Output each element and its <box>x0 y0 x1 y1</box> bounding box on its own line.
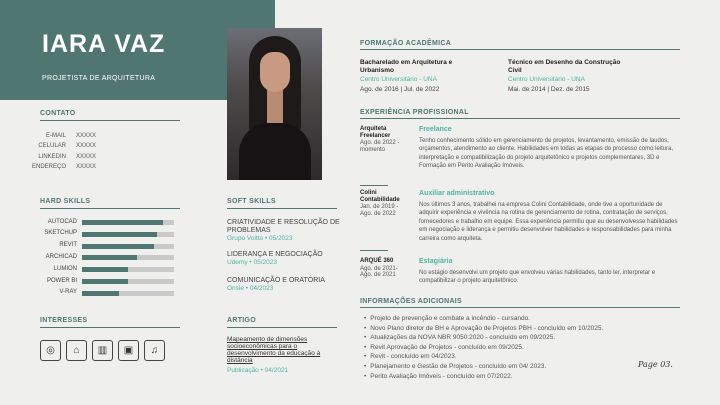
experience-detail-1: Freelance Tenho conhecimento sólido em gerenciamento de projetos, levantamento, emissão de laudos, orçamentos, atendimento ao cliente. Habilidades em todas as etapas do processo como leitura, interpretação e compatibilização do projeto arquitetônico e projetos complementares, 3D e Formação em Perito Avaliação Imóveis. <box>419 126 674 169</box>
interests-title: INTERESSES <box>40 317 88 324</box>
article-title: ARTIGO <box>227 317 257 324</box>
list-item: • Revit Aprovação de Projetos - concluído em 09/2025. <box>364 343 603 353</box>
profile-photo <box>227 28 322 180</box>
hard-skill-label: ARCHICAD <box>45 253 77 260</box>
list-item: • Revit - concluído em 04/2023. <box>364 352 603 362</box>
page-number: Page 03. <box>638 360 673 369</box>
hard-skill-bar-fill <box>82 232 157 237</box>
hard-skills-rule <box>40 208 180 209</box>
cinema-icon: ▣ <box>118 340 139 361</box>
hard-skill-bar-fill <box>82 279 128 284</box>
soft-skill-leadership: LIDERANÇA E NEGOCIAÇÃO Udemy • 05/2023 <box>227 251 323 266</box>
experience-divider-1 <box>360 185 388 186</box>
education-item-technical: Técnico em Desenho da Construção Civil Centro Universitário - UNA Mai. de 2014 | Dez. de 2015 <box>508 59 621 93</box>
list-item: • Perito Avaliação Imóveis - concluído em 07/2022. <box>364 372 603 382</box>
soft-skills-rule <box>227 208 337 209</box>
experience-rule <box>360 118 680 119</box>
list-item: • Planejamento e Gestão de Projetos - concluído em 04/ 2023. <box>364 362 603 372</box>
article-meta: Publicação • 04/2021 <box>227 367 289 374</box>
education-item-bachelor: Bacharelado em Arquitetura e Urbanismo Centro Universitário - UNA Ago. de 2016 | Jul. de 2022 <box>360 59 453 93</box>
hard-skill-label: AUTOCAD <box>47 218 77 225</box>
experience-title: EXPERIÊNCIA PROFISSIONAL <box>360 109 469 116</box>
education-title: FORMAÇÃO ACADÊMICA <box>360 40 452 47</box>
hard-skill-bar <box>82 267 174 272</box>
hard-skill-bar-fill <box>82 244 154 249</box>
experience-detail-2: Auxiliar administrativo Nos últimos 3 anos, trabalhei na empresa Colini Contabilidade, onde tive a oportunidade de adquirir experiência e vivência na rotina de gerenciamento de rotina, contratação de serviços, fornecedores e trabalho em equipe. Essa experiência permitiu que eu desenvolvesse habilidades em negociação e liderança e permitiu desenvolver habilidades e responsabilidades para minha carreira como arquiteta. <box>419 190 678 242</box>
contact-address: ENDEREÇO XXXXX <box>31 164 97 170</box>
experience-company-1: Arquiteta Freelancer Ago. de 2022 - momento <box>360 126 400 153</box>
hard-skill-label: POWER BI <box>46 277 77 284</box>
hard-skill-label: REVIT <box>59 242 77 249</box>
hard-skill-bar <box>82 255 174 260</box>
hard-skills-title: HARD SKILLS <box>40 198 91 205</box>
list-item: • Projeto de prevenção e combate a incêndio - cursando. <box>364 314 603 324</box>
book-icon: ▥ <box>92 340 113 361</box>
hard-skill-bar <box>82 220 174 225</box>
experience-divider-2 <box>360 250 388 251</box>
additional-list <box>364 314 603 381</box>
hard-skill-bar-fill <box>82 220 163 225</box>
candidate-name: IARA VAZ <box>42 30 166 58</box>
candidate-role: PROJETISTA DE ARQUITETURA <box>42 75 156 82</box>
contact-rule <box>40 120 180 121</box>
hard-skill-label: LUMION <box>53 265 77 272</box>
hard-skill-bar <box>82 244 174 249</box>
additional-title: INFORMAÇÕES ADICIONAIS <box>360 298 463 305</box>
article-rule <box>227 327 337 328</box>
camera-icon: ◎ <box>40 340 61 361</box>
hard-skill-bar-fill <box>82 291 119 296</box>
experience-company-3: ARQUÉ 360 Ago. de 2021- Ago. de 2021 <box>360 258 398 278</box>
hard-skill-bar-fill <box>82 255 137 260</box>
interest-icons <box>40 340 165 361</box>
hard-skill-bar-fill <box>82 267 128 272</box>
soft-skill-communication: COMUNICAÇÃO E ORATÓRIA Onsie • 04/2023 <box>227 277 325 292</box>
architecture-icon: ⌂ <box>66 340 87 361</box>
hard-skill-label: SKETCHUP <box>44 230 77 237</box>
additional-rule <box>360 307 680 308</box>
hard-skill-bar <box>82 279 174 284</box>
education-rule <box>360 49 680 50</box>
list-item: • Novo Plano diretor de BH e Aprovação de Projetos PBH - concluído em 10/2025. <box>364 324 603 334</box>
experience-company-2: Colini Contabilidade Jan. de 2019 - Ago. de 2022 <box>360 190 400 217</box>
experience-detail-3: Estagiária No estágio desenvolvi um projeto que envolveu várias habilidades, tanto ler, interpretar e compatibilizar o projeto arquitetônico. <box>419 258 656 284</box>
list-item: • Atualizações da NOVA NBR 9050:2020 - concluído em 09/2025. <box>364 333 603 343</box>
contact-email: E-MAIL XXXXX <box>45 133 97 139</box>
soft-skills-title: SOFT SKILLS <box>227 198 276 205</box>
article-name[interactable]: Mapeamento de dimensões socioeconômicas para o desenvolvimento da educação à distância <box>227 336 321 364</box>
contact-title: CONTATO <box>40 110 76 117</box>
contact-linkedin: LINKEDIN XXXXX <box>38 154 97 160</box>
soft-skill-creativity: CRIATIVIDADE E RESOLUÇÃO DE PROBLEMAS Grupo Voitto • 05/2023 <box>227 219 340 242</box>
hard-skill-label: V-RAY <box>59 289 77 296</box>
podcast-icon: ♫ <box>144 340 165 361</box>
interests-rule <box>40 327 180 328</box>
contact-phone: CELULAR XXXXX <box>38 143 97 149</box>
hard-skill-bar <box>82 291 174 296</box>
hard-skill-bar <box>82 232 174 237</box>
